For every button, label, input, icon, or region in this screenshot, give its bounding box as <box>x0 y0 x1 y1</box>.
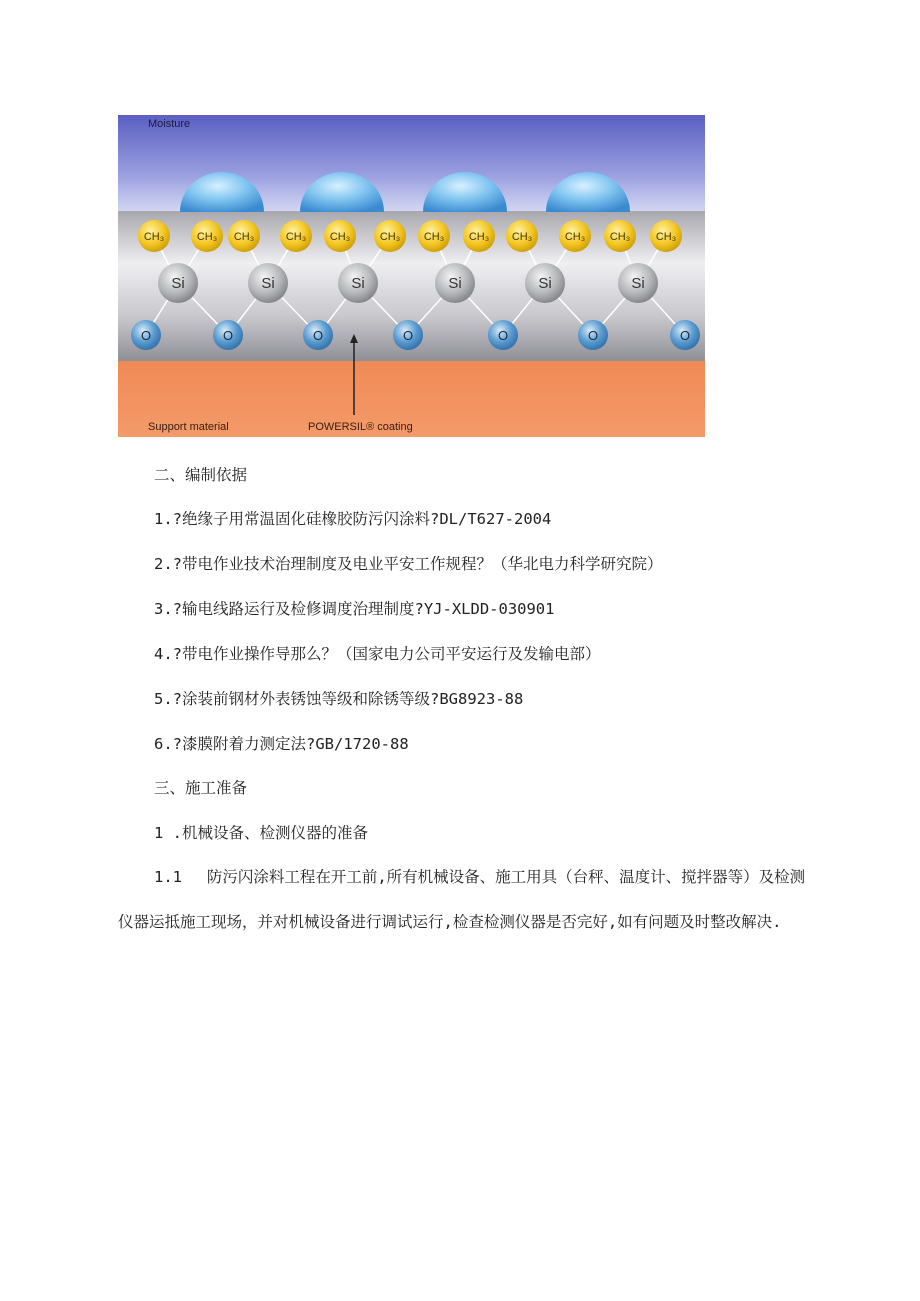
support-material-label: Support material <box>148 421 229 433</box>
o-label: O <box>679 328 691 343</box>
o-label: O <box>587 328 599 343</box>
ch3-label: CH₃ <box>233 231 255 243</box>
o-label: O <box>312 328 324 343</box>
prep-paragraph: 1.1 防污闪涂料工程在开工前,所有机械设备、施工用具（台秤、温度计、搅拌器等）及检测仪器运抵施工现场，并对机械设备进行调试运行,检查检测仪器是否完好,如有问题及时整改解决. <box>118 868 806 931</box>
ch3-label: CH₃ <box>423 231 445 243</box>
si-label: Si <box>448 275 462 292</box>
o-label: O <box>140 328 152 343</box>
ch3-label: CH₃ <box>143 231 165 243</box>
moisture-label: Moisture <box>148 118 191 130</box>
ch3-label: CH₃ <box>511 231 533 243</box>
ch3-label: CH₃ <box>468 231 490 243</box>
basis-heading: 二、编制依据 <box>154 466 248 484</box>
o-label: O <box>497 328 509 343</box>
ch3-label: CH₃ <box>379 231 401 243</box>
o-label: O <box>222 328 234 343</box>
prep-subheading: 1 .机械设备、检测仪器的准备 <box>154 824 368 842</box>
prep-heading: 三、施工准备 <box>154 779 248 797</box>
basis-item: 6.?漆膜附着力测定法?GB/1720-88 <box>154 735 409 753</box>
si-label: Si <box>538 275 552 292</box>
powersil-coating-diagram <box>118 115 705 437</box>
ch3-label: CH₃ <box>564 231 586 243</box>
basis-item: 4.?带电作业操作导那么？（国家电力公司平安运行及发输电部） <box>154 645 601 663</box>
o-label: O <box>402 328 414 343</box>
ch3-label: CH₃ <box>329 231 351 243</box>
si-label: Si <box>171 275 185 292</box>
basis-item: 2.?带电作业技术治理制度及电业平安工作规程？（华北电力科学研究院） <box>154 555 663 573</box>
basis-item: 5.?涂装前钢材外表锈蚀等级和除锈等级?BG8923-88 <box>154 690 524 708</box>
ch3-label: CH₃ <box>609 231 631 243</box>
si-label: Si <box>261 275 275 292</box>
powersil-coating-label: POWERSIL® coating <box>308 421 413 433</box>
basis-item: 3.?输电线路运行及检修调度治理制度?YJ-XLDD-030901 <box>154 600 555 618</box>
ch3-label: CH₃ <box>655 231 677 243</box>
si-label: Si <box>351 275 365 292</box>
ch3-label: CH₃ <box>196 231 218 243</box>
basis-item: 1.?绝缘子用常温固化硅橡胶防污闪涂料?DL/T627-2004 <box>154 510 552 528</box>
ch3-label: CH₃ <box>285 231 307 243</box>
si-label: Si <box>631 275 645 292</box>
